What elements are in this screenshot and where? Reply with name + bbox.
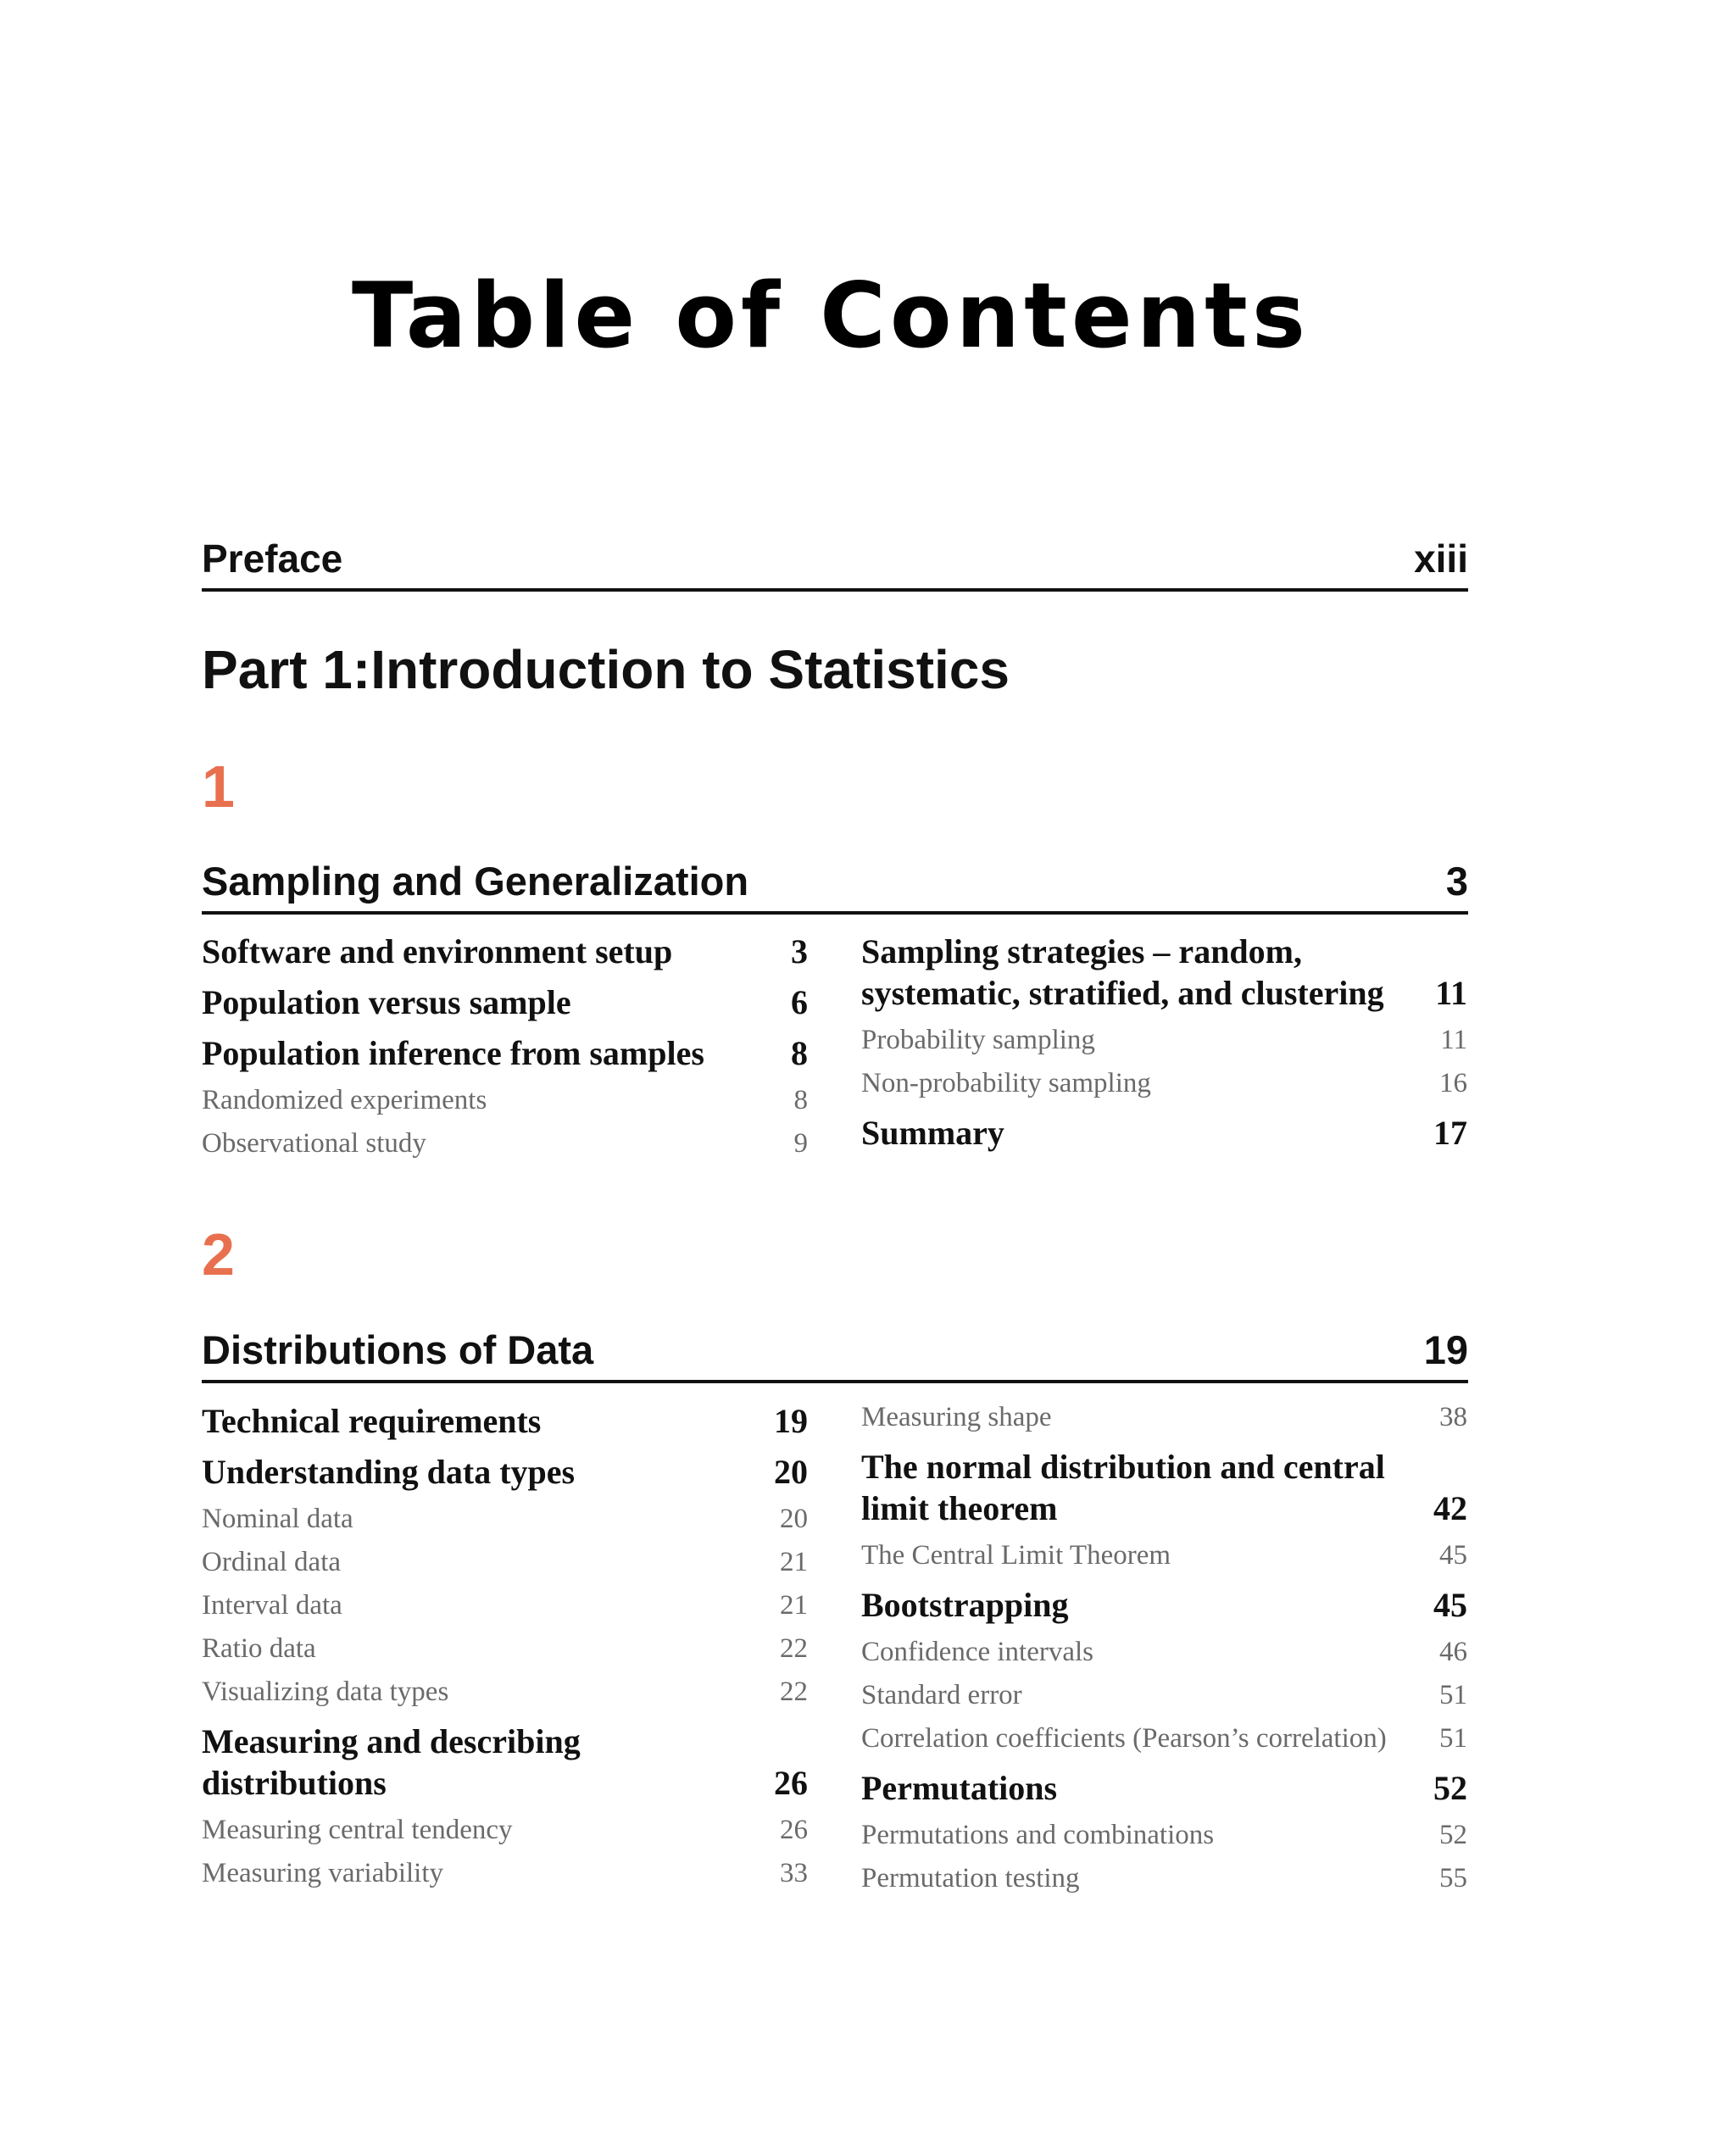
toc-subentry[interactable] xyxy=(861,1818,1467,1852)
toc-subentry-page: 11 xyxy=(1440,1025,1467,1055)
toc-entry-page: 6 xyxy=(791,983,808,1021)
chapter-2-left-column xyxy=(202,1400,808,1899)
toc-subentry-page: 16 xyxy=(1439,1068,1467,1098)
toc-subentry-label: The Central Limit Theorem xyxy=(861,1540,1171,1571)
toc-entry-page: 20 xyxy=(774,1453,808,1491)
toc-subentry-page: 51 xyxy=(1439,1723,1467,1754)
chapter-page: 19 xyxy=(1423,1327,1468,1372)
toc-entry-label: Population inference from samples xyxy=(202,1034,704,1072)
toc-subentry-page: 21 xyxy=(780,1547,808,1577)
page-title: Table of Contents xyxy=(352,264,1310,368)
toc-subentry-label: Nominal data xyxy=(202,1504,353,1534)
toc-entry[interactable] xyxy=(202,1032,808,1074)
toc-subentry-page: 21 xyxy=(780,1590,808,1621)
chapter-heading[interactable] xyxy=(202,858,1468,915)
toc-subentry[interactable] xyxy=(202,1856,808,1890)
toc-entry-page: 17 xyxy=(1433,1114,1467,1152)
toc-entry-page: 8 xyxy=(791,1034,808,1072)
toc-entry-label: Permutations xyxy=(861,1769,1058,1807)
toc-subentry-label: Measuring central tendency xyxy=(202,1815,513,1845)
chapter-title: Distributions of Data xyxy=(202,1327,594,1372)
toc-entry[interactable] xyxy=(202,1400,808,1442)
toc-entry-label: Bootstrapping xyxy=(861,1586,1069,1624)
toc-subentry-page: 51 xyxy=(1439,1680,1467,1710)
toc-entry[interactable] xyxy=(861,1446,1467,1529)
toc-subentry-label: Measuring variability xyxy=(202,1858,444,1888)
preface-label: Preface xyxy=(202,537,343,581)
chapter-2-right-column xyxy=(861,1400,1467,1905)
toc-subentry-label: Randomized experiments xyxy=(202,1085,487,1115)
toc-entry-page: 52 xyxy=(1433,1769,1467,1807)
toc-entry-page: 3 xyxy=(791,932,808,970)
toc-subentry-label: Confidence intervals xyxy=(861,1637,1093,1667)
toc-subentry-label: Non-probability sampling xyxy=(861,1068,1151,1098)
toc-subentry-label: Standard error xyxy=(861,1680,1022,1710)
toc-entry[interactable] xyxy=(202,1451,808,1493)
toc-subentry[interactable] xyxy=(202,1545,808,1579)
toc-subentry-label: Visualizing data types xyxy=(202,1677,449,1707)
chapter-heading[interactable] xyxy=(202,1326,1468,1383)
chapter-1-right-column xyxy=(861,931,1467,1163)
toc-subentry-label: Observational study xyxy=(202,1128,426,1159)
toc-subentry-page: 52 xyxy=(1439,1820,1467,1850)
toc-entry-label: The normal distribution and central limit theorem xyxy=(861,1448,1385,1527)
toc-entry-page: 45 xyxy=(1433,1586,1467,1624)
toc-entry-label: Summary xyxy=(861,1114,1004,1152)
toc-entry[interactable] xyxy=(202,1721,808,1804)
toc-subentry-page: 22 xyxy=(780,1633,808,1664)
toc-entry-page: 26 xyxy=(774,1764,808,1802)
toc-subentry[interactable] xyxy=(202,1126,808,1160)
toc-entry[interactable] xyxy=(861,1767,1467,1809)
part-title: Part 1:Introduction to Statistics xyxy=(202,639,1010,700)
toc-subentry[interactable] xyxy=(861,1066,1467,1100)
toc-entry-label: Measuring and describing distributions xyxy=(202,1722,581,1802)
toc-subentry-label: Measuring shape xyxy=(861,1402,1052,1432)
toc-subentry-page: 26 xyxy=(780,1815,808,1845)
toc-entry-page: 19 xyxy=(774,1402,808,1440)
toc-subentry[interactable] xyxy=(861,1721,1467,1755)
toc-subentry-label: Ordinal data xyxy=(202,1547,342,1577)
preface-page: xiii xyxy=(1414,537,1468,581)
toc-entry-label: Technical requirements xyxy=(202,1402,542,1440)
toc-subentry-label: Interval data xyxy=(202,1590,342,1621)
toc-entry[interactable] xyxy=(861,931,1467,1014)
toc-subentry-page: 20 xyxy=(780,1504,808,1534)
chapter-number: 1 xyxy=(202,754,235,820)
chapter-page: 3 xyxy=(1445,859,1468,904)
toc-subentry[interactable] xyxy=(202,1632,808,1666)
toc-subentry[interactable] xyxy=(202,1588,808,1622)
toc-entry-label: Population versus sample xyxy=(202,983,571,1021)
toc-subentry-page: 8 xyxy=(793,1085,808,1115)
toc-entry[interactable] xyxy=(202,931,808,972)
toc-subentry[interactable] xyxy=(202,1675,808,1709)
toc-subentry-label: Probability sampling xyxy=(861,1025,1095,1055)
toc-entry-label: Understanding data types xyxy=(202,1453,576,1491)
toc-subentry-label: Correlation coefficients (Pearson’s correlation) xyxy=(861,1723,1387,1754)
preface-entry[interactable] xyxy=(202,536,1468,592)
chapter-1-left-column xyxy=(202,931,808,1170)
toc-subentry-label: Permutations and combinations xyxy=(861,1820,1215,1850)
toc-entry-label: Software and environment setup xyxy=(202,932,673,970)
toc-subentry-page: 38 xyxy=(1439,1402,1467,1432)
toc-subentry[interactable] xyxy=(202,1502,808,1536)
toc-subentry-page: 33 xyxy=(780,1858,808,1888)
toc-entry-page: 11 xyxy=(1435,974,1467,1012)
chapter-title: Sampling and Generalization xyxy=(202,859,749,904)
toc-subentry[interactable] xyxy=(202,1083,808,1117)
chapter-number: 2 xyxy=(202,1221,235,1287)
toc-subentry[interactable] xyxy=(861,1678,1467,1712)
toc-entry[interactable] xyxy=(202,982,808,1023)
toc-subentry-page: 46 xyxy=(1439,1637,1467,1667)
toc-subentry-page: 9 xyxy=(793,1128,808,1159)
toc-subentry[interactable] xyxy=(861,1861,1467,1895)
toc-entry[interactable] xyxy=(861,1112,1467,1154)
toc-subentry[interactable] xyxy=(861,1538,1467,1572)
toc-subentry[interactable] xyxy=(202,1813,808,1847)
toc-entry-page: 42 xyxy=(1433,1489,1467,1527)
toc-subentry-page: 55 xyxy=(1439,1863,1467,1894)
toc-subentry[interactable] xyxy=(861,1023,1467,1057)
toc-subentry[interactable] xyxy=(861,1400,1467,1434)
toc-subentry-page: 22 xyxy=(780,1677,808,1707)
toc-subentry[interactable] xyxy=(861,1635,1467,1669)
toc-subentry-label: Ratio data xyxy=(202,1633,316,1664)
toc-subentry-label: Permutation testing xyxy=(861,1863,1080,1894)
toc-entry-label: Sampling strategies – random, systematic, stratified, and clustering xyxy=(861,932,1384,1012)
toc-subentry-page: 45 xyxy=(1439,1540,1467,1571)
toc-entry[interactable] xyxy=(861,1584,1467,1626)
